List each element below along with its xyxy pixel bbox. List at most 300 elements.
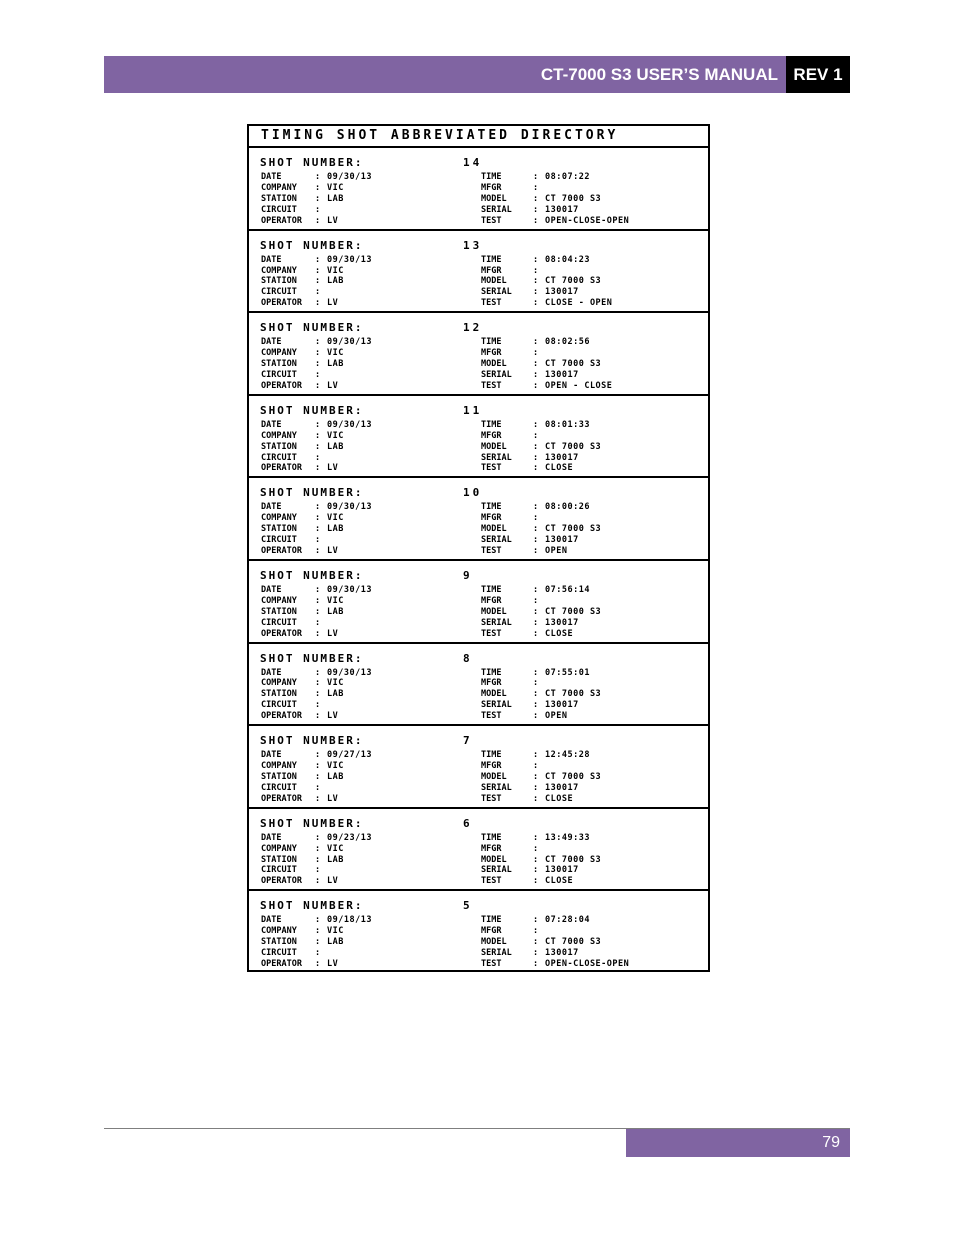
date-label: DATE [261,667,282,678]
field-separator: : [533,204,539,215]
test-label: TEST [481,380,502,391]
field-separator: : [315,689,321,700]
test-label: TEST [481,628,502,639]
model-label: MODEL [481,689,507,700]
shot-record [249,148,708,231]
shot-number-value: 6 [463,816,473,830]
station-label: STATION [261,689,297,700]
operator-label: OPERATOR [261,958,302,969]
mfgr-label: MFGR [481,430,502,441]
field-row-mfgr [481,926,629,937]
company-value: VIC [327,348,344,359]
time-label: TIME [481,667,502,678]
operator-value: LV [327,298,339,309]
time-value: 08:01:33 [545,419,590,430]
field-separator: : [315,667,321,678]
shot-info-left [261,668,372,723]
time-value: 07:28:04 [545,915,590,926]
serial-label: SERIAL [481,617,512,628]
model-label: MODEL [481,771,507,782]
model-label: MODEL [481,606,507,617]
field-separator: : [315,584,321,595]
serial-value: 130017 [545,369,579,380]
shot-record [249,561,708,644]
model-value: CT 7000 S3 [545,854,602,865]
date-value: 09/30/13 [327,419,372,430]
field-separator: : [533,617,539,628]
field-separator: : [315,865,321,876]
manual-title-bar [104,56,786,93]
field-separator: : [315,172,321,182]
shot-number-label: SHOT NUMBER: [260,568,364,582]
model-label: MODEL [481,524,507,535]
company-value: VIC [327,182,344,193]
field-separator: : [533,793,539,804]
field-separator: : [315,926,321,937]
timing-shot-directory-printout [247,124,710,972]
field-separator: : [315,524,321,535]
shot-record [249,809,708,892]
circuit-label: CIRCUIT [261,617,297,628]
company-label: COMPANY [261,265,297,276]
model-value: CT 7000 S3 [545,937,602,948]
mfgr-label: MFGR [481,182,502,193]
serial-value: 130017 [545,782,579,793]
date-label: DATE [261,254,282,265]
field-separator: : [315,915,321,926]
field-separator: : [533,832,539,843]
circuit-label: CIRCUIT [261,535,297,546]
field-separator: : [533,689,539,700]
field-separator: : [533,419,539,430]
field-row-time [481,915,629,926]
field-row-company [261,266,372,277]
field-row-time [481,750,601,761]
field-separator: : [533,628,539,639]
field-separator: : [315,513,321,524]
operator-value: LV [327,958,339,969]
test-label: TEST [481,546,502,556]
time-label: TIME [481,254,502,265]
field-row-date [261,337,372,348]
operator-label: OPERATOR [261,380,302,391]
shot-number-value: 12 [463,321,483,335]
shot-number-label: SHOT NUMBER: [260,156,364,169]
station-label: STATION [261,524,297,535]
operator-value: LV [327,711,339,722]
shot-record [249,644,708,727]
field-separator: : [533,546,539,556]
field-separator: : [315,276,321,287]
station-label: STATION [261,441,297,452]
field-separator: : [315,337,321,348]
field-row-mfgr [481,266,612,277]
field-separator: : [315,369,321,380]
shot-info-left [261,750,372,805]
mfgr-label: MFGR [481,926,502,937]
shot-info-left [261,337,372,392]
operator-label: OPERATOR [261,876,302,887]
shot-info-right [481,750,601,805]
time-label: TIME [481,502,502,513]
date-value: 09/23/13 [327,832,372,843]
model-label: MODEL [481,441,507,452]
field-separator: : [533,771,539,782]
field-row-circuit [261,535,372,546]
field-row-station [261,855,372,866]
field-row-time [481,668,601,679]
operator-label: OPERATOR [261,546,302,556]
circuit-label: CIRCUIT [261,948,297,959]
field-separator: : [315,854,321,865]
field-separator: : [533,865,539,876]
field-row-circuit [261,618,372,629]
time-label: TIME [481,915,502,926]
model-value: CT 7000 S3 [545,689,602,700]
company-label: COMPANY [261,348,297,359]
time-value: 07:56:14 [545,584,590,595]
operator-label: OPERATOR [261,628,302,639]
shot-number-value: 11 [463,403,483,417]
field-row-station [261,607,372,618]
field-separator: : [533,502,539,513]
field-separator: : [315,958,321,969]
field-row-mfgr [481,678,601,689]
field-row-station [261,937,372,948]
shot-number-label: SHOT NUMBER: [260,403,364,417]
field-separator: : [315,832,321,843]
field-row-company [261,183,372,194]
operator-label: OPERATOR [261,215,302,226]
mfgr-label: MFGR [481,513,502,524]
field-row-test [481,876,601,887]
operator-value: LV [327,628,339,639]
serial-value: 130017 [545,204,579,215]
test-label: TEST [481,298,502,309]
revision-label: REV 1 [793,64,843,84]
shot-number-value: 13 [463,238,483,252]
field-row-model [481,937,629,948]
field-separator: : [533,463,539,474]
shot-number-label: SHOT NUMBER: [260,816,364,830]
shot-info-right [481,668,601,723]
time-label: TIME [481,584,502,595]
field-separator: : [315,678,321,689]
mfgr-label: MFGR [481,678,502,689]
shot-number-label: SHOT NUMBER: [260,486,364,500]
shot-info-left [261,255,372,310]
field-row-circuit [261,700,372,711]
serial-label: SERIAL [481,452,512,463]
circuit-label: CIRCUIT [261,369,297,380]
field-row-serial [481,370,612,381]
serial-label: SERIAL [481,287,512,298]
company-label: COMPANY [261,513,297,524]
field-separator: : [315,937,321,948]
station-value: LAB [327,441,344,452]
field-separator: : [315,193,321,204]
company-label: COMPANY [261,926,297,937]
field-separator: : [533,298,539,309]
shot-number-label: SHOT NUMBER: [260,321,364,335]
test-value: OPEN-CLOSE-OPEN [545,958,630,969]
field-separator: : [533,678,539,689]
time-label: TIME [481,750,502,761]
field-row-time [481,172,629,183]
test-value: CLOSE [545,628,574,639]
field-row-operator [261,463,372,474]
field-row-model [481,772,601,783]
field-separator: : [533,595,539,606]
station-label: STATION [261,937,297,948]
serial-label: SERIAL [481,535,512,546]
date-label: DATE [261,584,282,595]
serial-label: SERIAL [481,369,512,380]
field-row-model [481,607,601,618]
page-number: 79 [822,1134,840,1151]
shot-info-left [261,502,372,557]
field-row-company [261,926,372,937]
field-row-circuit [261,865,372,876]
field-separator: : [315,876,321,887]
field-separator: : [315,628,321,639]
field-separator: : [315,182,321,193]
field-row-station [261,442,372,453]
model-label: MODEL [481,276,507,287]
model-label: MODEL [481,193,507,204]
field-row-serial [481,948,629,959]
date-label: DATE [261,172,282,182]
station-label: STATION [261,193,297,204]
field-separator: : [533,441,539,452]
field-row-operator [261,711,372,722]
field-row-operator [261,876,372,887]
operator-value: LV [327,793,339,804]
station-value: LAB [327,524,344,535]
field-row-date [261,172,372,183]
field-separator: : [315,265,321,276]
circuit-label: CIRCUIT [261,287,297,298]
test-value: OPEN [545,711,568,722]
field-separator: : [315,700,321,711]
field-separator: : [533,876,539,887]
field-separator: : [315,215,321,226]
model-value: CT 7000 S3 [545,276,602,287]
field-row-time [481,585,601,596]
time-value: 08:07:22 [545,172,590,182]
serial-value: 130017 [545,535,579,546]
field-row-operator [261,959,372,970]
station-value: LAB [327,276,344,287]
shot-info-right [481,255,612,310]
field-row-date [261,255,372,266]
date-label: DATE [261,832,282,843]
mfgr-label: MFGR [481,265,502,276]
shot-record [249,231,708,314]
shot-number-value: 10 [463,486,483,500]
shot-record [249,313,708,396]
shot-record [249,396,708,479]
manual-title: CT-7000 S3 USER’S MANUAL [540,64,778,84]
serial-label: SERIAL [481,948,512,959]
field-row-station [261,524,372,535]
date-value: 09/27/13 [327,750,372,761]
field-row-circuit [261,370,372,381]
field-row-date [261,915,372,926]
field-separator: : [533,667,539,678]
shot-info-left [261,420,372,475]
field-separator: : [533,535,539,546]
field-separator: : [533,276,539,287]
field-separator: : [533,937,539,948]
serial-value: 130017 [545,617,579,628]
field-row-time [481,255,612,266]
model-value: CT 7000 S3 [545,771,602,782]
field-separator: : [533,380,539,391]
field-row-test [481,463,601,474]
operator-value: LV [327,546,339,556]
station-label: STATION [261,771,297,782]
field-separator: : [315,419,321,430]
shot-list [249,148,708,974]
field-row-station [261,359,372,370]
field-row-serial [481,205,629,216]
company-value: VIC [327,761,344,772]
time-label: TIME [481,337,502,348]
shot-info-left [261,172,372,227]
field-row-test [481,794,601,805]
field-row-circuit [261,453,372,464]
shot-number-value: 7 [463,734,473,748]
field-separator: : [315,793,321,804]
field-separator: : [315,463,321,474]
shot-info-right [481,915,629,970]
date-value: 09/30/13 [327,254,372,265]
date-value: 09/30/13 [327,337,372,348]
field-separator: : [315,348,321,359]
mfgr-label: MFGR [481,761,502,772]
time-label: TIME [481,419,502,430]
field-separator: : [533,761,539,772]
field-separator: : [533,700,539,711]
field-separator: : [315,606,321,617]
serial-value: 130017 [545,948,579,959]
field-separator: : [533,265,539,276]
time-label: TIME [481,172,502,182]
time-value: 08:02:56 [545,337,590,348]
field-row-mfgr [481,844,601,855]
field-row-model [481,689,601,700]
operator-label: OPERATOR [261,463,302,474]
operator-label: OPERATOR [261,298,302,309]
field-row-serial [481,287,612,298]
field-row-date [261,585,372,596]
station-value: LAB [327,771,344,782]
field-separator: : [533,524,539,535]
field-separator: : [533,215,539,226]
field-separator: : [315,359,321,369]
field-separator: : [533,711,539,722]
field-separator: : [533,750,539,761]
field-separator: : [315,617,321,628]
company-value: VIC [327,678,344,689]
mfgr-label: MFGR [481,843,502,854]
company-label: COMPANY [261,430,297,441]
field-separator: : [315,380,321,391]
test-value: CLOSE - OPEN [545,298,613,309]
field-row-circuit [261,948,372,959]
field-row-circuit [261,205,372,216]
shot-number-label: SHOT NUMBER: [260,651,364,665]
test-label: TEST [481,958,502,969]
field-row-company [261,596,372,607]
field-separator: : [315,595,321,606]
date-label: DATE [261,750,282,761]
model-value: CT 7000 S3 [545,524,602,535]
test-value: CLOSE [545,876,574,887]
company-value: VIC [327,265,344,276]
company-label: COMPANY [261,843,297,854]
field-row-model [481,276,612,287]
time-value: 08:00:26 [545,502,590,513]
field-separator: : [533,915,539,926]
operator-value: LV [327,380,339,391]
field-row-mfgr [481,761,601,772]
field-row-model [481,194,629,205]
field-row-time [481,502,601,513]
station-value: LAB [327,937,344,948]
field-separator: : [533,369,539,380]
field-separator: : [315,750,321,761]
field-separator: : [533,337,539,348]
time-label: TIME [481,832,502,843]
field-separator: : [315,254,321,265]
company-label: COMPANY [261,761,297,772]
field-separator: : [315,298,321,309]
shot-info-right [481,585,601,640]
field-row-operator [261,794,372,805]
shot-record [249,478,708,561]
field-separator: : [533,193,539,204]
field-separator: : [533,348,539,359]
date-value: 09/30/13 [327,172,372,182]
field-row-operator [261,216,372,227]
model-value: CT 7000 S3 [545,441,602,452]
field-separator: : [315,761,321,772]
shot-number-value: 8 [463,651,473,665]
field-row-company [261,678,372,689]
shot-info-right [481,502,601,557]
field-separator: : [533,948,539,959]
field-row-test [481,629,601,640]
station-label: STATION [261,606,297,617]
field-row-circuit [261,287,372,298]
test-label: TEST [481,215,502,226]
field-separator: : [533,584,539,595]
model-value: CT 7000 S3 [545,193,602,204]
field-row-serial [481,453,601,464]
field-row-station [261,194,372,205]
date-label: DATE [261,419,282,430]
circuit-label: CIRCUIT [261,865,297,876]
shot-record [249,726,708,809]
date-label: DATE [261,915,282,926]
company-label: COMPANY [261,678,297,689]
shot-number-value: 14 [463,156,483,169]
field-row-company [261,431,372,442]
field-separator: : [533,958,539,969]
test-value: CLOSE [545,793,574,804]
